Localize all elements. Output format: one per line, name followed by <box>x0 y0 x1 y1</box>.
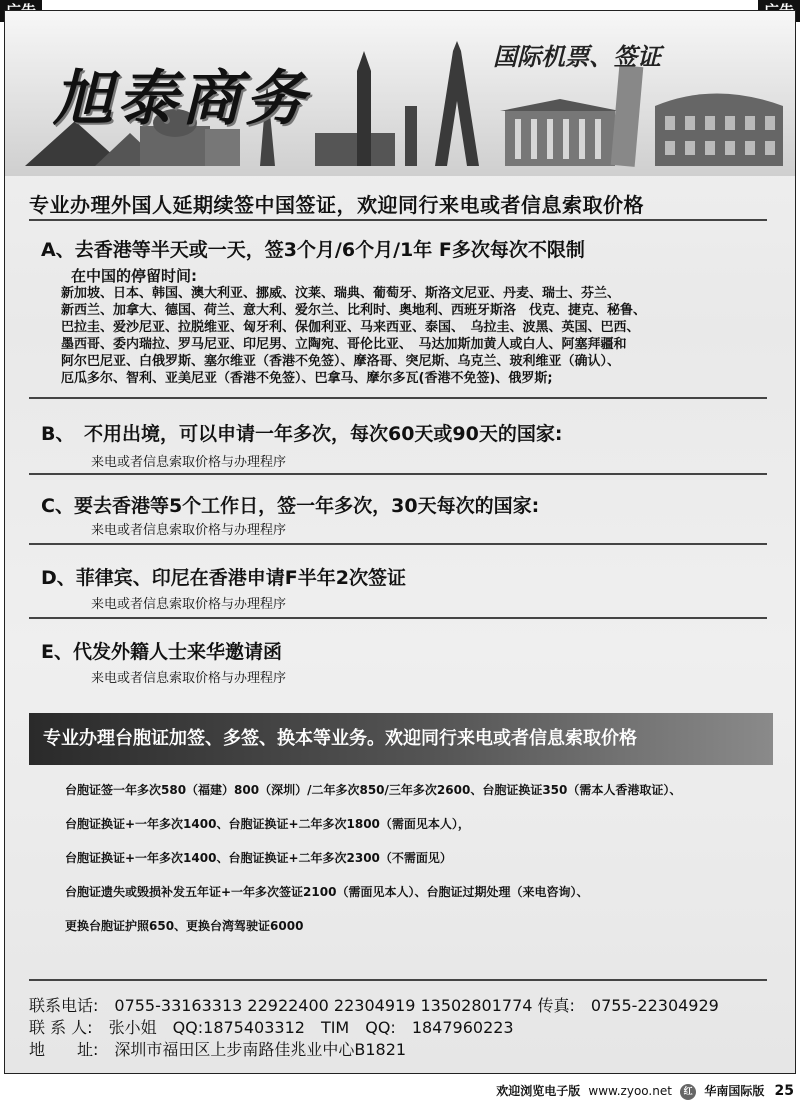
section-d-title: D、菲律宾、印尼在香港申请F半年2次签证 <box>41 567 406 589</box>
divider <box>29 543 767 545</box>
section-b-title: B、 不用出境，可以申请一年多次，每次60天或90天的国家: <box>41 423 563 445</box>
footer-url[interactable]: www.zyoo.net <box>588 1084 672 1098</box>
divider <box>29 397 767 399</box>
countries-line: 新加坡、日本、韩国、澳大利亚、挪威、汶莱、瑞典、葡萄牙、斯洛文尼亚、丹麦、瑞士、芬兰、 <box>61 286 621 301</box>
countries-label: 在中国的停留时间: <box>71 267 197 285</box>
countries-line: 新西兰、加拿大、德国、荷兰、意大利、爱尔兰、比利时、奥地利、西班牙斯洛 伐克、捷克、秘鲁、 <box>61 303 647 318</box>
headline: 专业办理外国人延期续签中国签证，欢迎同行来电或者信息索取价格 <box>29 193 644 217</box>
section-b-subtitle: 来电或者信息索取价格与办理程序 <box>91 455 287 470</box>
countries-line: 厄瓜多尔、智利、亚美尼亚（香港不免签）、巴拿马、摩尔多瓦(香港不免签)、俄罗斯; <box>61 371 553 386</box>
section-d-subtitle: 来电或者信息索取价格与办理程序 <box>91 597 287 612</box>
divider <box>29 473 767 475</box>
countries-list <box>61 285 751 387</box>
brand-name: 旭泰商务 <box>53 64 309 134</box>
section-e-title: E、代发外籍人士来华邀请函 <box>41 641 282 663</box>
price-line: 更换台胞证护照650、更换台湾驾驶证6000 <box>65 919 304 933</box>
brand-subtitle: 国际机票、签证 <box>493 42 661 71</box>
divider <box>29 979 767 981</box>
banner <box>5 11 795 176</box>
footer-edition: 华南国际版 <box>704 1084 765 1098</box>
section-a-title: A、去香港等半天或一天，签3个月/6个月/1年 F多次每次不限制 <box>41 239 585 261</box>
page-number: 25 <box>774 1083 794 1099</box>
publication-logo-icon: 红 <box>680 1084 696 1100</box>
contact-person: 联 系 人: 张小姐 QQ:1875403312 TIM QQ: 1847960223 <box>29 1018 514 1037</box>
page-footer <box>496 1082 794 1100</box>
section-e-subtitle: 来电或者信息索取价格与办理程序 <box>91 671 287 686</box>
taiwan-service-bar: 专业办理台胞证加签、多签、换本等业务。欢迎同行来电或者信息索取价格 <box>29 713 773 765</box>
countries-line: 阿尔巴尼亚、白俄罗斯、塞尔维亚（香港不免签）、摩洛哥、突尼斯、乌克兰、玻利维亚（确认）、 <box>61 354 621 369</box>
divider <box>29 617 767 619</box>
price-line: 台胞证签一年多次580（福建）800（深圳）/二年多次850/三年多次2600、台胞证换证350（需本人香港取证）、 <box>65 783 682 797</box>
countries-line: 巴拉圭、爱沙尼亚、拉脱维亚、匈牙利、保伽利亚、马来西亚、泰国、 乌拉圭、波黑、英国、巴西、 <box>61 320 640 335</box>
section-c-subtitle: 来电或者信息索取价格与办理程序 <box>91 523 287 538</box>
ad-frame <box>4 10 796 1074</box>
price-line: 台胞证换证+一年多次1400、台胞证换证+二年多次1800（需面见本人）， <box>65 817 470 831</box>
footer-welcome: 欢迎浏览电子版 <box>496 1084 581 1098</box>
price-line: 台胞证遗失或毁损补发五年证+一年多次签证2100（需面见本人）、台胞证过期处理（来电咨询）、 <box>65 885 589 899</box>
price-line: 台胞证换证+一年多次1400、台胞证换证+二年多次2300（不需面见） <box>65 851 452 865</box>
contact-phone: 联系电话: 0755-33163313 22922400 22304919 13502801774 传真: 0755-22304929 <box>29 996 719 1015</box>
contact-address: 地 址: 深圳市福田区上步南路佳兆业中心B1821 <box>29 1040 407 1059</box>
countries-line: 墨西哥、委内瑞拉、罗马尼亚、印尼男、立陶宛、哥伦比亚、 马达加斯加黄人或白人、阿塞拜疆和 <box>61 337 627 352</box>
divider <box>29 219 767 221</box>
section-c-title: C、要去香港等5个工作日，签一年多次，30天每次的国家: <box>41 495 540 517</box>
